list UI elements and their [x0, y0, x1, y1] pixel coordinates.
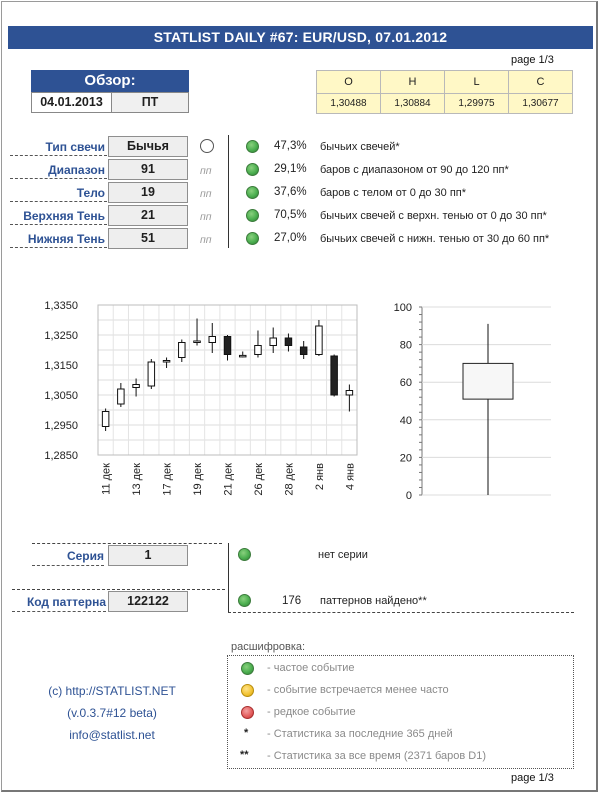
- candle-bull: [209, 337, 216, 343]
- y-tick-label: 40: [399, 414, 412, 427]
- candle-bull: [255, 346, 262, 355]
- report-page: [1, 1, 598, 792]
- report-title: STATLIST DAILY #67: EUR/USD, 07.01.2012: [8, 26, 593, 49]
- stat-pct-upper-shadow: 70,5%: [274, 209, 307, 221]
- green-indicator-icon: [241, 662, 254, 675]
- legend-text-rare: - редкое событие: [267, 706, 356, 718]
- y-tick-label: 1,3150: [44, 360, 78, 372]
- candle-bull: [194, 341, 201, 343]
- pattern-bottom-rule: [228, 612, 574, 613]
- yellow-indicator-icon: [241, 684, 254, 697]
- x-tick-label: 19 дек: [192, 463, 205, 496]
- page-number-bottom: page 1/3: [511, 772, 554, 784]
- overview-date: 04.01.2013: [31, 92, 111, 113]
- x-tick-label: 13 дек: [131, 463, 144, 496]
- stat-pct-candle-type: 47,3%: [274, 140, 307, 152]
- stat-value-candle-type: Бычья: [108, 136, 188, 157]
- charts-area: [2, 2, 598, 522]
- x-tick-label: 4 янв: [344, 463, 357, 491]
- legend-title: расшифровка:: [231, 641, 306, 653]
- page-number-top: page 1/3: [511, 54, 554, 66]
- ohlc-value-open: 1,30488: [317, 94, 381, 114]
- candle-bull: [239, 355, 246, 357]
- candle-bull: [346, 391, 353, 396]
- stat-unit-body: пп: [200, 188, 212, 200]
- red-indicator-icon: [241, 706, 254, 719]
- stat-pct-lower-shadow: 27,0%: [274, 232, 307, 244]
- stat-label-body: Тело: [10, 184, 107, 202]
- x-tick-label: 11 дек: [100, 463, 113, 495]
- y-tick-label: 100: [393, 302, 412, 314]
- stat-label-upper-shadow: Верхняя Тень: [10, 207, 107, 225]
- pattern-code-value: 122122: [108, 591, 188, 612]
- candle-bear: [300, 347, 307, 355]
- candle-bull: [133, 385, 140, 388]
- x-tick-label: 21 дек: [222, 463, 235, 496]
- series-desc: нет серии: [318, 549, 368, 561]
- candle-bull: [179, 343, 186, 358]
- candle-bull: [270, 338, 277, 346]
- stat-desc-body: баров с телом от 0 до 30 пп*: [320, 187, 467, 199]
- y-tick-label: 1,3250: [44, 330, 78, 342]
- candle-bear: [331, 356, 338, 395]
- stat-label-range: Диапазон: [10, 161, 107, 179]
- stat-value-upper-shadow: 21: [108, 205, 188, 226]
- legend-text-less-frequent: - событие встречается менее часто: [267, 684, 449, 696]
- y-tick-label: 1,2850: [44, 450, 78, 462]
- stat-pct-range: 29,1%: [274, 163, 307, 175]
- legend-text-all-time: - Статистика за все время (2371 баров D1): [267, 750, 487, 762]
- site-link[interactable]: (c) http://STATLIST.NET: [48, 684, 176, 698]
- pattern-label: Код паттерна: [12, 593, 106, 612]
- y-tick-label: 0: [405, 490, 412, 502]
- series-value: 1: [108, 545, 188, 566]
- stat-desc-candle-type: бычьих свечей*: [320, 141, 400, 153]
- version-label: (v.0.3.7#12 beta): [67, 706, 157, 720]
- series-divider: [228, 543, 229, 613]
- y-tick-label: 60: [399, 377, 412, 390]
- candle-bull: [118, 389, 125, 404]
- series-label: Серия: [32, 547, 104, 566]
- stat-desc-upper-shadow: бычьих свечей с верхн. тенью от 0 до 30 пп*: [320, 210, 547, 222]
- x-tick-label: 28 дек: [283, 463, 296, 496]
- candle-bull: [148, 362, 155, 386]
- candle-bear: [224, 337, 231, 355]
- stat-desc-lower-shadow: бычьих свечей с нижн. тенью от 30 до 60 пп*: [320, 233, 550, 245]
- ohlc-header-low: L: [445, 71, 509, 94]
- stat-unit-range: пп: [200, 165, 212, 177]
- x-tick-label: 17 дек: [161, 463, 174, 496]
- email-link[interactable]: info@statlist.net: [69, 728, 155, 742]
- stat-desc-range: баров с диапазоном от 90 до 120 пп*: [320, 164, 509, 176]
- stat-label-lower-shadow: Нижняя Тень: [10, 230, 107, 248]
- ohlc-value-high: 1,30884: [381, 94, 445, 114]
- candle-bull: [163, 361, 170, 363]
- ohlc-header-close: C: [509, 71, 573, 94]
- series-top-rule: [32, 543, 222, 544]
- stat-unit-lower-shadow: пп: [200, 234, 212, 246]
- candle-bull: [463, 363, 513, 399]
- overview-weekday: ПТ: [111, 92, 189, 113]
- overview-heading: Обзор:: [31, 70, 189, 92]
- stat-value-range: 91: [108, 159, 188, 180]
- pattern-desc: паттернов найдено**: [320, 595, 427, 607]
- y-tick-label: 1,3350: [44, 300, 78, 312]
- x-tick-label: 26 дек: [252, 463, 265, 496]
- ohlc-header-high: H: [381, 71, 445, 94]
- y-tick-label: 1,2950: [44, 420, 78, 432]
- stat-unit-upper-shadow: пп: [200, 211, 212, 223]
- ohlc-value-close: 1,30677: [509, 94, 573, 114]
- stat-value-lower-shadow: 51: [108, 228, 188, 249]
- legend-text-365: - Статистика за последние 365 дней: [267, 728, 453, 740]
- candle-bull: [316, 326, 323, 355]
- legend-marker-double-star: **: [240, 749, 249, 761]
- candle-bear: [285, 338, 292, 346]
- stat-value-body: 19: [108, 182, 188, 203]
- stat-label-candle-type: Тип свечи: [10, 138, 107, 156]
- legend-text-frequent: - частое событие: [267, 662, 355, 674]
- green-indicator-icon: [238, 548, 251, 561]
- pattern-count: 176: [282, 595, 302, 607]
- legend-marker-star: *: [244, 727, 249, 739]
- pattern-top-rule: [12, 589, 225, 590]
- green-indicator-icon: [238, 594, 251, 607]
- y-tick-label: 80: [399, 339, 412, 352]
- ohlc-value-low: 1,29975: [445, 94, 509, 114]
- candle-bull: [102, 412, 109, 427]
- x-tick-label: 2 янв: [313, 463, 326, 491]
- ohlc-header-open: O: [317, 71, 381, 94]
- y-tick-label: 1,3050: [44, 390, 78, 402]
- y-tick-label: 20: [399, 452, 412, 465]
- stat-pct-body: 37,6%: [274, 186, 307, 198]
